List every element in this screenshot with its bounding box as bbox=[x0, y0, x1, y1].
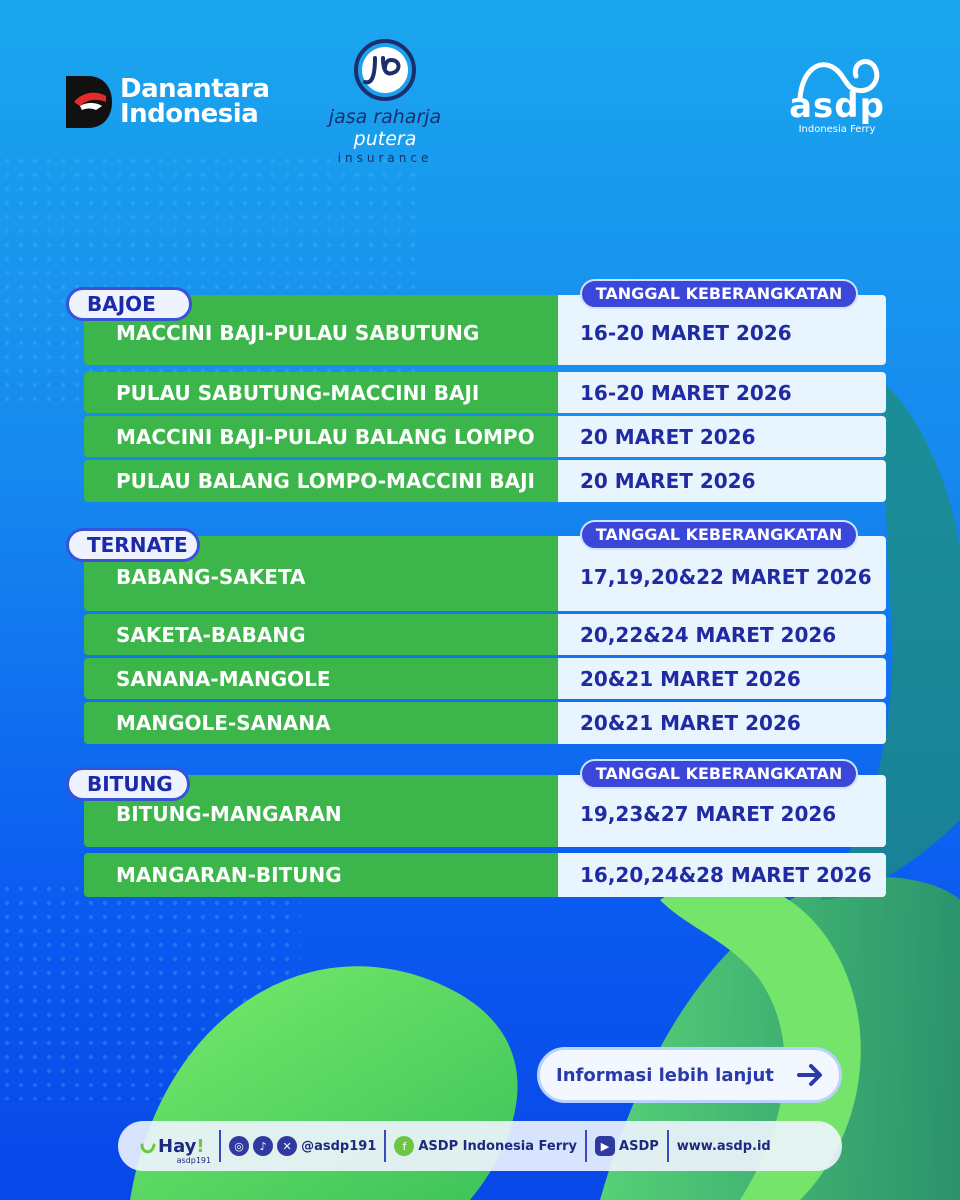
column-header: TANGGAL KEBERANGKATAN bbox=[580, 759, 858, 789]
route-name: MANGARAN-BITUNG bbox=[84, 853, 558, 897]
danantara-line2: Indonesia bbox=[120, 99, 259, 129]
table-row bbox=[84, 372, 886, 413]
hay-exclaim: ! bbox=[196, 1135, 205, 1157]
divider bbox=[585, 1130, 587, 1162]
divider bbox=[667, 1130, 669, 1162]
jasa-sub: insurance bbox=[337, 151, 433, 165]
youtube-icon[interactable]: ▶ bbox=[595, 1136, 615, 1156]
table-row bbox=[84, 853, 886, 897]
jasa-raharja-logo bbox=[300, 38, 470, 165]
website-link[interactable]: www.asdp.id bbox=[676, 1138, 771, 1154]
youtube-link[interactable]: ASDP bbox=[619, 1138, 659, 1154]
facebook-link[interactable]: ASDP Indonesia Ferry bbox=[418, 1138, 578, 1154]
route-name: SAKETA-BABANG bbox=[84, 614, 558, 655]
route-name: PULAU BALANG LOMPO-MACCINI BAJI bbox=[84, 460, 558, 502]
departure-date: 20 MARET 2026 bbox=[558, 460, 886, 502]
more-info-label: Informasi lebih lanjut bbox=[556, 1064, 774, 1086]
column-header: TANGGAL KEBERANGKATAN bbox=[580, 520, 858, 550]
divider bbox=[219, 1130, 221, 1162]
jasa-name-accent: putera bbox=[353, 128, 417, 150]
danantara-logo bbox=[66, 76, 270, 128]
route-name: MANGOLE-SANANA bbox=[84, 702, 558, 744]
hay-logo bbox=[140, 1135, 212, 1165]
hay-sub: asdp191 bbox=[176, 1155, 212, 1165]
route-name: MACCINI BAJI-PULAU SABUTUNG bbox=[84, 295, 558, 365]
asdp-sub: Indonesia Ferry bbox=[798, 124, 876, 135]
section-label: BAJOE bbox=[66, 287, 192, 321]
section-label: BITUNG bbox=[66, 767, 190, 801]
facebook-icon[interactable]: f bbox=[394, 1136, 414, 1156]
tiktok-icon[interactable]: ♪ bbox=[253, 1136, 273, 1156]
danantara-line1: Danantara bbox=[120, 74, 270, 104]
departure-date: 16-20 MARET 2026 bbox=[558, 295, 886, 365]
departure-date: 20&21 MARET 2026 bbox=[558, 702, 886, 744]
instagram-icon[interactable]: ◎ bbox=[229, 1136, 249, 1156]
social-handle-link[interactable]: @asdp191 bbox=[301, 1138, 377, 1154]
arrow-right-icon bbox=[793, 1058, 827, 1092]
departure-date: 20,22&24 MARET 2026 bbox=[558, 614, 886, 655]
route-name: SANANA-MANGOLE bbox=[84, 658, 558, 699]
danantara-mark-icon bbox=[66, 76, 112, 128]
route-name: BABANG-SAKETA bbox=[84, 536, 558, 611]
route-name: BITUNG-MANGARAN bbox=[84, 775, 558, 847]
jasa-raharja-mark-icon bbox=[353, 38, 417, 102]
departure-date: 16,20,24&28 MARET 2026 bbox=[558, 853, 886, 897]
departure-date: 20&21 MARET 2026 bbox=[558, 658, 886, 699]
table-row bbox=[84, 658, 886, 699]
footer-bar bbox=[118, 1121, 842, 1171]
route-name: MACCINI BAJI-PULAU BALANG LOMPO bbox=[84, 416, 558, 457]
column-header: TANGGAL KEBERANGKATAN bbox=[580, 279, 858, 309]
asdp-logo bbox=[772, 54, 902, 135]
table-row bbox=[84, 460, 886, 502]
more-info-button[interactable] bbox=[537, 1047, 842, 1103]
section-label: TERNATE bbox=[66, 528, 200, 562]
departure-date: 19,23&27 MARET 2026 bbox=[558, 775, 886, 847]
jasa-name-main: jasa raharja bbox=[328, 106, 442, 128]
table-row bbox=[84, 416, 886, 457]
hay-check-icon bbox=[140, 1139, 156, 1157]
table-row bbox=[84, 702, 886, 744]
hay-word: Hay bbox=[158, 1135, 197, 1157]
asdp-word: asdp bbox=[789, 86, 885, 126]
table-row bbox=[84, 614, 886, 655]
divider bbox=[384, 1130, 386, 1162]
route-name: PULAU SABUTUNG-MACCINI BAJI bbox=[84, 372, 558, 413]
departure-date: 16-20 MARET 2026 bbox=[558, 372, 886, 413]
departure-date: 20 MARET 2026 bbox=[558, 416, 886, 457]
x-icon[interactable]: ✕ bbox=[277, 1136, 297, 1156]
departure-date: 17,19,20&22 MARET 2026 bbox=[558, 536, 886, 611]
